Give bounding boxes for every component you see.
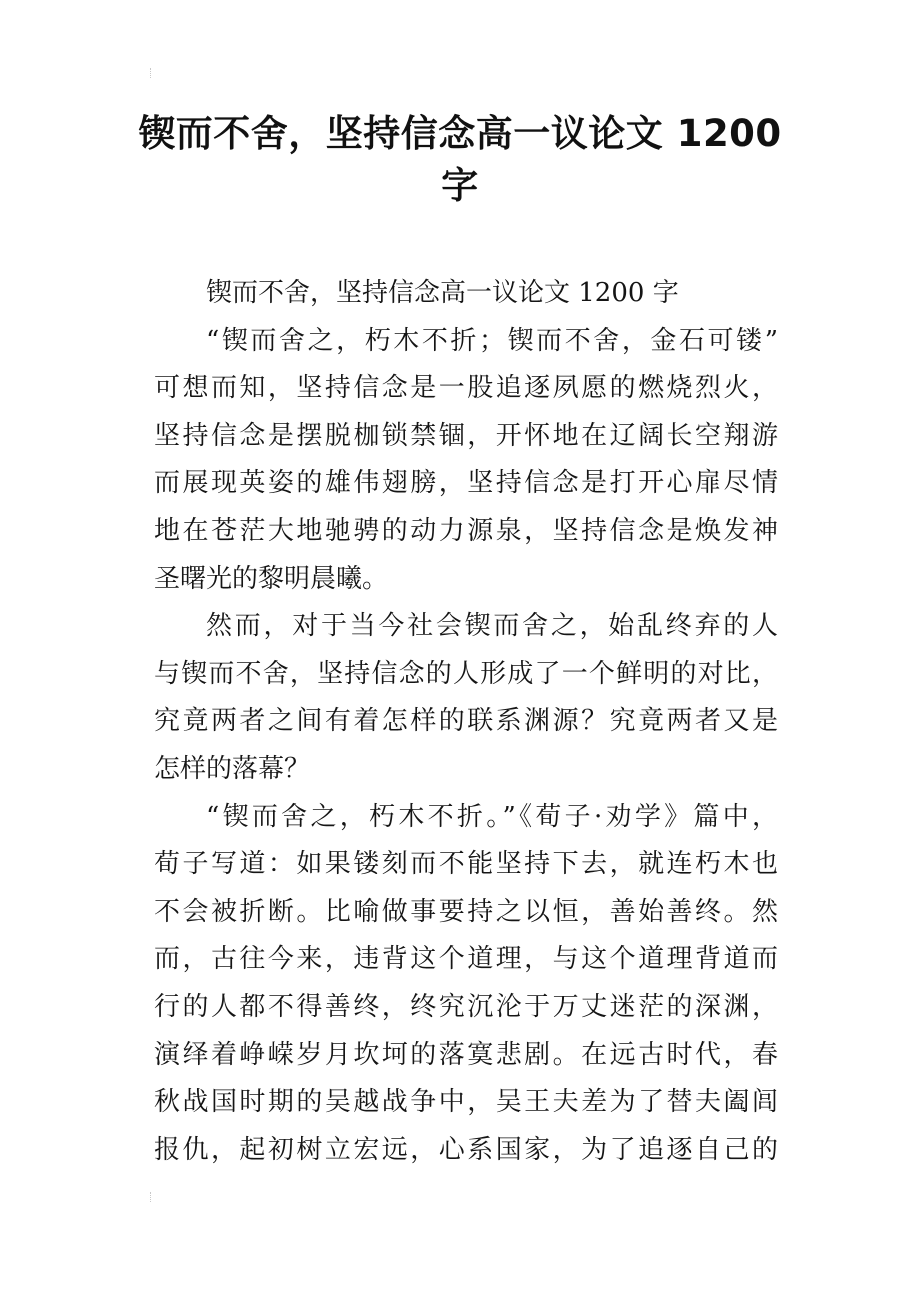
body-line: 报仇，起初树立宏远，心系国家，为了追逐自己的 — [154, 1134, 778, 1165]
body-line: 怎样的落幕？ — [154, 753, 311, 784]
body-line: 与锲而不舍，坚持信念的人形成了一个鲜明的对比， — [154, 658, 778, 689]
body-line: “锲而舍之，朽木不折。”《荀子·劝学》篇中， — [206, 801, 778, 832]
document-title — [120, 108, 800, 212]
corner-mark-top — [150, 68, 157, 78]
body-line: 坚持信念是摆脱枷锁禁锢，开怀地在辽阔长空翔游 — [154, 420, 778, 451]
body-line: 圣曙光的黎明晨曦。 — [154, 563, 389, 594]
body-line: 地在苍茫大地驰骋的动力源泉，坚持信念是焕发神 — [154, 515, 778, 546]
body-line: 演绎着峥嵘岁月坎坷的落寞悲剧。在远古时代，春 — [154, 1039, 778, 1070]
body-line: 不会被折断。比喻做事要持之以恒，善始善终。然 — [154, 896, 778, 927]
title-line-2: 字 — [441, 164, 479, 207]
body-line: 而，古往今来，违背这个道理，与这个道理背道而 — [154, 944, 778, 975]
body-line: 行的人都不得善终，终究沉沦于万丈迷茫的深渊， — [154, 991, 778, 1022]
body-line: 而展现英姿的雄伟翅膀，坚持信念是打开心扉尽情 — [154, 468, 778, 499]
body-line: 锲而不舍，坚持信念高一议论文 1200 字 — [206, 278, 679, 308]
body-line: 秋战国时期的吴越战争中，吴王夫差为了替夫阖闾 — [154, 1087, 778, 1118]
corner-mark-bottom — [150, 1192, 157, 1202]
body-line: 究竟两者之间有着怎样的联系渊源？究竟两者又是 — [154, 706, 778, 737]
title-line-1: 锲而不舍，坚持信念高一议论文 1200 — [138, 112, 782, 155]
body-line: “锲而舍之，朽木不折；锲而不舍，金石可镂” — [206, 325, 778, 356]
body-line: 然而，对于当今社会锲而舍之，始乱终弃的人 — [206, 611, 778, 642]
body-line: 可想而知，坚持信念是一股追逐夙愿的燃烧烈火， — [154, 373, 778, 404]
document-body — [154, 270, 778, 1174]
body-line: 荀子写道：如果镂刻而不能坚持下去，就连朽木也 — [154, 849, 778, 880]
